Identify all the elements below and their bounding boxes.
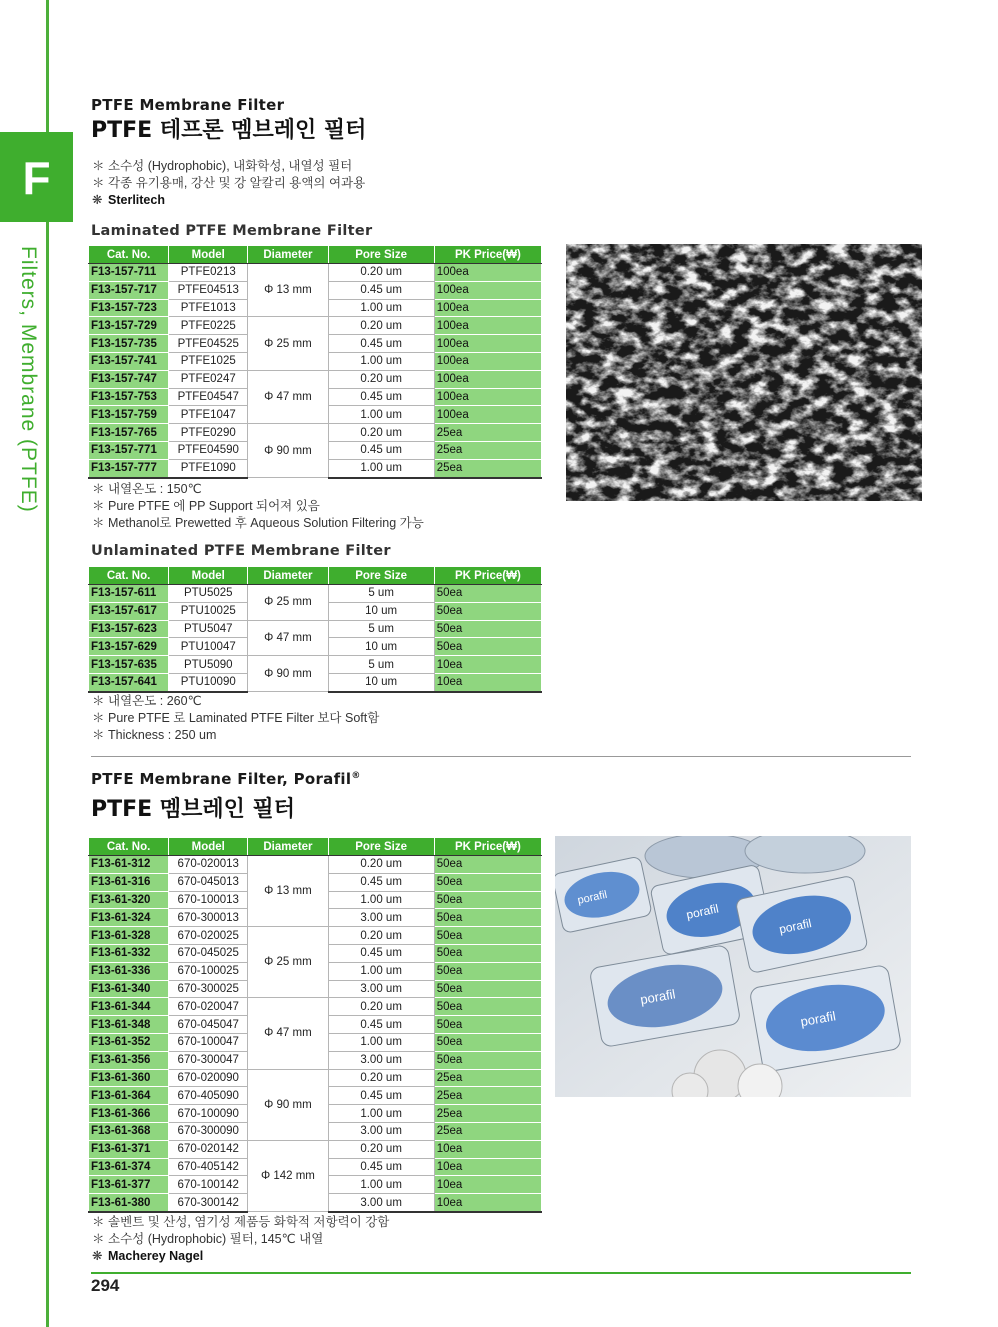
model-cell: 670-300047 xyxy=(169,1051,248,1069)
diameter-cell: Φ 25 mm xyxy=(248,317,328,370)
column-header: Cat. No. xyxy=(89,838,169,856)
pk-price-cell: 100ea xyxy=(434,264,541,282)
note-bullet: ❋ xyxy=(92,1249,103,1263)
column-header: Model xyxy=(169,567,248,585)
note-bullet: ＊ xyxy=(92,1215,105,1229)
cat-no-cell: F13-157-777 xyxy=(89,459,169,477)
diameter-cell: Φ 90 mm xyxy=(248,656,328,692)
footer-rule xyxy=(91,1272,911,1274)
pk-price-cell: 50ea xyxy=(434,873,541,891)
pk-price-cell: 10ea xyxy=(434,1194,541,1212)
pk-price-cell: 10ea xyxy=(434,1176,541,1194)
model-cell: PTU10090 xyxy=(169,673,248,691)
laminated-notes xyxy=(92,481,424,532)
pore-size-cell: 1.00 um xyxy=(328,299,434,317)
table-header-row xyxy=(89,567,542,585)
cat-no-cell: F13-157-717 xyxy=(89,281,169,299)
note-line xyxy=(92,1231,389,1248)
column-header: PK Price(₩) xyxy=(434,246,541,264)
table-row xyxy=(89,856,542,874)
table-row xyxy=(89,370,542,388)
pore-size-cell: 1.00 um xyxy=(328,459,434,477)
diameter-cell: Φ 142 mm xyxy=(248,1140,328,1212)
pore-size-cell: 1.00 um xyxy=(328,352,434,370)
note-bullet: ＊ xyxy=(92,694,105,708)
cat-no-cell: F13-61-352 xyxy=(89,1033,169,1051)
diameter-cell: Φ 47 mm xyxy=(248,998,328,1069)
page-number: 294 xyxy=(91,1276,120,1295)
model-cell: 670-405090 xyxy=(169,1087,248,1105)
section1-title-en: PTFE Membrane Filter xyxy=(91,96,285,114)
model-cell: PTFE0225 xyxy=(169,317,248,335)
pk-price-cell: 50ea xyxy=(434,602,541,620)
note-line xyxy=(92,192,365,209)
model-cell: 670-100142 xyxy=(169,1176,248,1194)
column-header: Pore Size xyxy=(328,838,434,856)
note-line xyxy=(92,175,365,192)
cat-no-cell: F13-61-344 xyxy=(89,998,169,1016)
cat-no-cell: F13-157-765 xyxy=(89,424,169,442)
pore-size-cell: 0.20 um xyxy=(328,264,434,282)
diameter-cell: Φ 90 mm xyxy=(248,424,328,478)
table-row xyxy=(89,620,542,638)
pore-size-cell: 3.00 um xyxy=(328,909,434,927)
pk-price-cell: 50ea xyxy=(434,620,541,638)
pk-price-cell: 50ea xyxy=(434,1033,541,1051)
cat-no-cell: F13-61-332 xyxy=(89,944,169,962)
diameter-cell: Φ 13 mm xyxy=(248,264,328,317)
pk-price-cell: 50ea xyxy=(434,927,541,945)
note-bullet: ＊ xyxy=(92,711,105,725)
model-cell: PTFE1047 xyxy=(169,406,248,424)
pk-price-cell: 10ea xyxy=(434,673,541,691)
porafil-label-4: porafil xyxy=(638,986,677,1008)
pk-price-cell: 50ea xyxy=(434,1016,541,1034)
pore-size-cell: 3.00 um xyxy=(328,1051,434,1069)
cat-no-cell: F13-157-741 xyxy=(89,352,169,370)
table-row xyxy=(89,317,542,335)
pore-size-cell: 0.20 um xyxy=(328,424,434,442)
cat-no-cell: F13-61-364 xyxy=(89,1087,169,1105)
table-row xyxy=(89,264,542,282)
column-header: PK Price(₩) xyxy=(434,838,541,856)
pk-price-cell: 25ea xyxy=(434,1069,541,1087)
pore-size-cell: 0.20 um xyxy=(328,317,434,335)
column-header: Pore Size xyxy=(328,567,434,585)
pk-price-cell: 25ea xyxy=(434,424,541,442)
table-row xyxy=(89,1069,542,1087)
model-cell: 670-300142 xyxy=(169,1194,248,1212)
cat-no-cell: F13-157-641 xyxy=(89,673,169,691)
model-cell: 670-300090 xyxy=(169,1122,248,1140)
unlaminated-title: Unlaminated PTFE Membrane Filter xyxy=(91,543,391,559)
note-line xyxy=(92,515,424,532)
model-cell: 670-020142 xyxy=(169,1140,248,1158)
pk-price-cell: 10ea xyxy=(434,656,541,674)
pk-price-cell: 100ea xyxy=(434,299,541,317)
note-text: Sterlitech xyxy=(108,193,165,207)
pk-price-cell: 25ea xyxy=(434,459,541,477)
model-cell: 670-045025 xyxy=(169,944,248,962)
table-header-row xyxy=(89,246,542,264)
column-header: Pore Size xyxy=(328,246,434,264)
porafil-label-2: porafil xyxy=(685,901,720,922)
model-cell: 670-020047 xyxy=(169,998,248,1016)
model-cell: PTFE0290 xyxy=(169,424,248,442)
unlaminated-notes xyxy=(92,693,379,744)
column-header: Diameter xyxy=(248,838,328,856)
pore-size-cell: 1.00 um xyxy=(328,1105,434,1123)
cat-no-cell: F13-61-312 xyxy=(89,856,169,874)
note-text: 솔벤트 및 산성, 염기성 제품등 화학적 저항력이 강함 xyxy=(108,1215,390,1229)
section-tab: F xyxy=(0,132,73,222)
pore-size-cell: 0.45 um xyxy=(328,388,434,406)
model-cell: 670-020090 xyxy=(169,1069,248,1087)
model-cell: PTFE1090 xyxy=(169,459,248,477)
note-bullet: ＊ xyxy=(92,159,105,173)
pk-price-cell: 100ea xyxy=(434,370,541,388)
pore-size-cell: 10 um xyxy=(328,638,434,656)
vertical-category-label: Filters, Membrane (PTFE) xyxy=(17,246,40,513)
pk-price-cell: 10ea xyxy=(434,1158,541,1176)
pore-size-cell: 1.00 um xyxy=(328,962,434,980)
pk-price-cell: 100ea xyxy=(434,317,541,335)
pore-size-cell: 0.20 um xyxy=(328,927,434,945)
cat-no-cell: F13-157-617 xyxy=(89,602,169,620)
pk-price-cell: 50ea xyxy=(434,909,541,927)
note-line xyxy=(92,498,424,515)
pore-size-cell: 3.00 um xyxy=(328,1194,434,1212)
table-row xyxy=(89,585,542,603)
diameter-cell: Φ 47 mm xyxy=(248,620,328,656)
model-cell: 670-100047 xyxy=(169,1033,248,1051)
model-cell: PTFE0213 xyxy=(169,264,248,282)
model-cell: 670-045013 xyxy=(169,873,248,891)
column-header: Diameter xyxy=(248,246,328,264)
pk-price-cell: 50ea xyxy=(434,891,541,909)
cat-no-cell: F13-61-316 xyxy=(89,873,169,891)
note-text: 각종 유기용매, 강산 및 강 알칼리 용액의 여과용 xyxy=(108,176,366,190)
cat-no-cell: F13-61-371 xyxy=(89,1140,169,1158)
note-line xyxy=(92,1248,389,1265)
cat-no-cell: F13-61-348 xyxy=(89,1016,169,1034)
note-text: Thickness : 250 um xyxy=(108,728,217,742)
note-bullet: ＊ xyxy=(92,482,105,496)
pore-size-cell: 0.45 um xyxy=(328,281,434,299)
pore-size-cell: 0.20 um xyxy=(328,1069,434,1087)
note-line xyxy=(92,1214,389,1231)
porafil-table xyxy=(88,837,542,1213)
note-text: 소수성 (Hydrophobic), 내화학성, 내열성 필터 xyxy=(108,159,353,173)
column-header: Cat. No. xyxy=(89,246,169,264)
model-cell: PTU10047 xyxy=(169,638,248,656)
pore-size-cell: 5 um xyxy=(328,656,434,674)
note-text: Pure PTFE 로 Laminated PTFE Filter 보다 Soft함 xyxy=(108,711,380,725)
pk-price-cell: 50ea xyxy=(434,638,541,656)
model-cell: 670-100025 xyxy=(169,962,248,980)
note-line xyxy=(92,158,365,175)
pore-size-cell: 1.00 um xyxy=(328,1033,434,1051)
cat-no-cell: F13-61-374 xyxy=(89,1158,169,1176)
model-cell: PTFE04525 xyxy=(169,335,248,353)
note-line xyxy=(92,710,379,727)
model-cell: PTFE04513 xyxy=(169,281,248,299)
pk-price-cell: 25ea xyxy=(434,441,541,459)
pore-size-cell: 0.20 um xyxy=(328,370,434,388)
unlaminated-table xyxy=(88,566,542,693)
diameter-cell: Φ 13 mm xyxy=(248,856,328,927)
column-header: Model xyxy=(169,838,248,856)
note-bullet: ＊ xyxy=(92,728,105,742)
pore-size-cell: 0.45 um xyxy=(328,1158,434,1176)
laminated-title: Laminated PTFE Membrane Filter xyxy=(91,223,373,239)
pk-price-cell: 50ea xyxy=(434,980,541,998)
cat-no-cell: F13-61-336 xyxy=(89,962,169,980)
laminated-table xyxy=(88,245,542,479)
note-bullet: ＊ xyxy=(92,516,105,530)
pk-price-cell: 100ea xyxy=(434,281,541,299)
pore-size-cell: 1.00 um xyxy=(328,891,434,909)
pk-price-cell: 100ea xyxy=(434,406,541,424)
porafil-label-3: porafil xyxy=(777,916,813,937)
pore-size-cell: 3.00 um xyxy=(328,980,434,998)
model-cell: 670-020013 xyxy=(169,856,248,874)
pk-price-cell: 50ea xyxy=(434,1051,541,1069)
model-cell: 670-045047 xyxy=(169,1016,248,1034)
model-cell: PTU5047 xyxy=(169,620,248,638)
pk-price-cell: 100ea xyxy=(434,388,541,406)
model-cell: 670-300025 xyxy=(169,980,248,998)
cat-no-cell: F13-157-635 xyxy=(89,656,169,674)
pore-size-cell: 10 um xyxy=(328,602,434,620)
cat-no-cell: F13-157-747 xyxy=(89,370,169,388)
note-line xyxy=(92,727,379,744)
cat-no-cell: F13-157-759 xyxy=(89,406,169,424)
cat-no-cell: F13-157-711 xyxy=(89,264,169,282)
pk-price-cell: 50ea xyxy=(434,585,541,603)
section2-notes xyxy=(92,1214,389,1265)
note-bullet: ＊ xyxy=(92,176,105,190)
pk-price-cell: 50ea xyxy=(434,944,541,962)
note-text: Methanol로 Prewetted 후 Aqueous Solution Filtering 가능 xyxy=(108,516,424,530)
cat-no-cell: F13-61-328 xyxy=(89,927,169,945)
pore-size-cell: 0.45 um xyxy=(328,873,434,891)
column-header: PK Price(₩) xyxy=(434,567,541,585)
pore-size-cell: 0.20 um xyxy=(328,1140,434,1158)
model-cell: 670-020025 xyxy=(169,927,248,945)
pk-price-cell: 25ea xyxy=(434,1087,541,1105)
model-cell: 670-100013 xyxy=(169,891,248,909)
model-cell: PTU10025 xyxy=(169,602,248,620)
table-row xyxy=(89,927,542,945)
cat-no-cell: F13-157-753 xyxy=(89,388,169,406)
diameter-cell: Φ 25 mm xyxy=(248,585,328,621)
pk-price-cell: 100ea xyxy=(434,352,541,370)
note-text: 소수성 (Hydrophobic) 필터, 145℃ 내열 xyxy=(108,1232,324,1246)
cat-no-cell: F13-61-356 xyxy=(89,1051,169,1069)
model-cell: 670-300013 xyxy=(169,909,248,927)
pore-size-cell: 1.00 um xyxy=(328,1176,434,1194)
pore-size-cell: 3.00 um xyxy=(328,1122,434,1140)
pore-size-cell: 0.45 um xyxy=(328,1087,434,1105)
pore-size-cell: 5 um xyxy=(328,620,434,638)
pk-price-cell: 50ea xyxy=(434,998,541,1016)
table-row xyxy=(89,998,542,1016)
pore-size-cell: 0.45 um xyxy=(328,335,434,353)
table-header-row xyxy=(89,838,542,856)
cat-no-cell: F13-61-380 xyxy=(89,1194,169,1212)
cat-no-cell: F13-61-340 xyxy=(89,980,169,998)
cat-no-cell: F13-157-723 xyxy=(89,299,169,317)
pk-price-cell: 25ea xyxy=(434,1122,541,1140)
section-divider xyxy=(91,756,911,757)
pk-price-cell: 10ea xyxy=(434,1140,541,1158)
pore-size-cell: 0.20 um xyxy=(328,856,434,874)
cat-no-cell: F13-157-771 xyxy=(89,441,169,459)
diameter-cell: Φ 90 mm xyxy=(248,1069,328,1140)
model-cell: 670-405142 xyxy=(169,1158,248,1176)
model-cell: PTU5025 xyxy=(169,585,248,603)
column-header: Diameter xyxy=(248,567,328,585)
porafil-label-5: porafil xyxy=(799,1008,837,1030)
diameter-cell: Φ 47 mm xyxy=(248,370,328,423)
note-text: Pure PTFE 에 PP Support 되어져 있음 xyxy=(108,499,320,513)
note-bullet: ❋ xyxy=(92,193,103,207)
note-bullet: ＊ xyxy=(92,1232,105,1246)
cat-no-cell: F13-61-320 xyxy=(89,891,169,909)
diameter-cell: Φ 25 mm xyxy=(248,927,328,998)
note-line xyxy=(92,693,379,710)
table-row xyxy=(89,424,542,442)
pore-size-cell: 0.45 um xyxy=(328,441,434,459)
section1-notes xyxy=(92,158,365,209)
model-cell: PTFE04547 xyxy=(169,388,248,406)
section2-title-ko: PTFE 멤브레인 필터 xyxy=(91,797,296,822)
model-cell: PTFE1013 xyxy=(169,299,248,317)
note-text: 내열온도 : 260℃ xyxy=(108,694,202,708)
cat-no-cell: F13-61-377 xyxy=(89,1176,169,1194)
cat-no-cell: F13-157-629 xyxy=(89,638,169,656)
pk-price-cell: 50ea xyxy=(434,856,541,874)
pore-size-cell: 0.45 um xyxy=(328,944,434,962)
cat-no-cell: F13-157-735 xyxy=(89,335,169,353)
pore-size-cell: 1.00 um xyxy=(328,406,434,424)
note-text: Macherey Nagel xyxy=(108,1249,204,1263)
cat-no-cell: F13-157-611 xyxy=(89,585,169,603)
model-cell: PTU5090 xyxy=(169,656,248,674)
section1-title-ko: PTFE 테프론 멤브레인 필터 xyxy=(91,118,367,143)
pore-size-cell: 0.20 um xyxy=(328,998,434,1016)
column-header: Model xyxy=(169,246,248,264)
cat-no-cell: F13-157-729 xyxy=(89,317,169,335)
pk-price-cell: 25ea xyxy=(434,1105,541,1123)
note-line xyxy=(92,481,424,498)
note-text: 내열온도 : 150℃ xyxy=(108,482,202,496)
pore-size-cell: 10 um xyxy=(328,673,434,691)
cat-no-cell: F13-61-324 xyxy=(89,909,169,927)
cat-no-cell: F13-61-360 xyxy=(89,1069,169,1087)
model-cell: PTFE0247 xyxy=(169,370,248,388)
porafil-label-1: porafil xyxy=(576,888,609,907)
table-row xyxy=(89,656,542,674)
pk-price-cell: 50ea xyxy=(434,962,541,980)
pore-size-cell: 0.45 um xyxy=(328,1016,434,1034)
model-cell: PTFE1025 xyxy=(169,352,248,370)
pore-size-cell: 5 um xyxy=(328,585,434,603)
table-row xyxy=(89,1140,542,1158)
cat-no-cell: F13-61-368 xyxy=(89,1122,169,1140)
pk-price-cell: 100ea xyxy=(434,335,541,353)
porafil-packages-image xyxy=(555,836,911,1097)
column-header: Cat. No. xyxy=(89,567,169,585)
cat-no-cell: F13-61-366 xyxy=(89,1105,169,1123)
note-bullet: ＊ xyxy=(92,499,105,513)
model-cell: 670-100090 xyxy=(169,1105,248,1123)
membrane-micrograph-image xyxy=(566,244,922,501)
model-cell: PTFE04590 xyxy=(169,441,248,459)
section2-title-en: PTFE Membrane Filter, Porafil® xyxy=(91,770,361,788)
cat-no-cell: F13-157-623 xyxy=(89,620,169,638)
